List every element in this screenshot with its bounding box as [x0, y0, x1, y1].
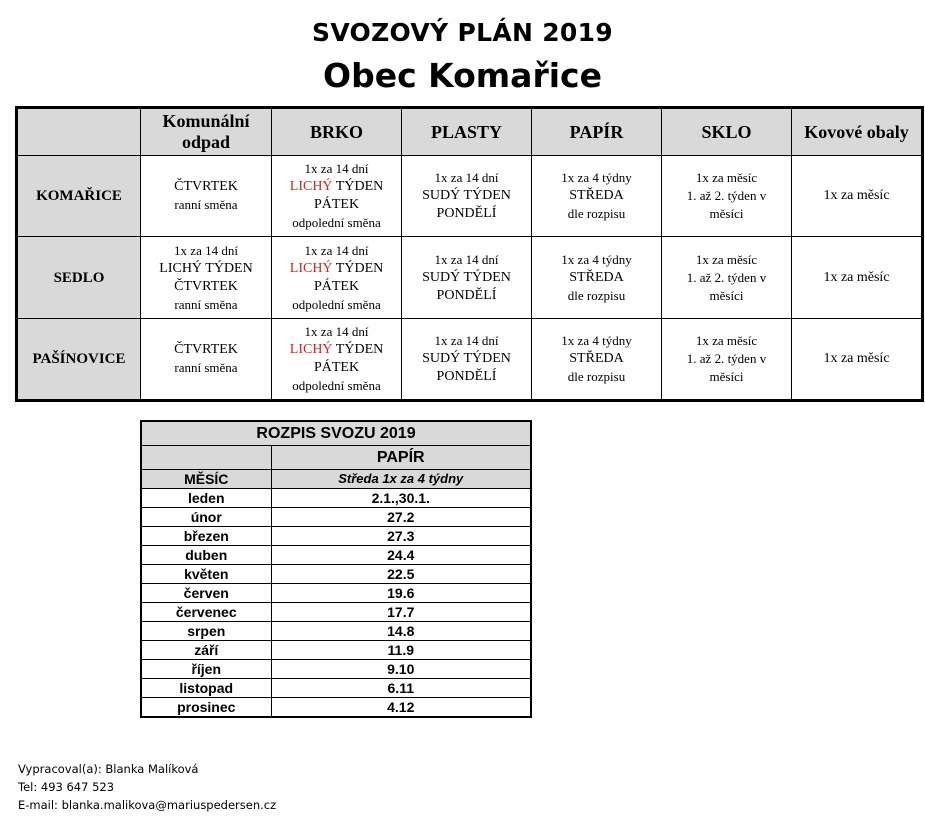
- cell-papir: [532, 237, 662, 318]
- month-name: leden: [141, 489, 271, 508]
- month-name: březen: [141, 527, 271, 546]
- cell-line: 1x za měsíc: [695, 251, 758, 267]
- cell-line: TÝDEN: [332, 341, 384, 357]
- month-date: 27.3: [271, 527, 531, 546]
- table-row: [141, 565, 531, 584]
- month-date: 2.1.,30.1.: [271, 489, 531, 508]
- cell-line: 1x za 14 dní: [304, 161, 369, 177]
- cell-sklo: [662, 156, 792, 237]
- paper-collection-table: [140, 420, 532, 718]
- column-header-empty: [17, 108, 141, 156]
- month-name: červenec: [141, 603, 271, 622]
- table-row: [141, 546, 531, 565]
- month-name: únor: [141, 508, 271, 527]
- cell-line: dle rozpisu: [567, 206, 626, 222]
- cell-brko: [272, 156, 402, 237]
- cell-line: 1x za měsíc: [695, 332, 758, 348]
- column-header-brko: BRKO: [272, 108, 402, 156]
- cell-komunalni: [141, 237, 272, 318]
- cell-line: 1x za 14 dní: [304, 242, 369, 258]
- month-date: 6.11: [271, 679, 531, 698]
- cell-papir: [532, 318, 662, 400]
- rozpis-sub-header: Středa 1x za 4 týdny: [271, 470, 531, 489]
- cell-line: 1x za 14 dní: [304, 323, 369, 339]
- column-header-sklo: SKLO: [662, 108, 792, 156]
- cell-line: LICHÝ TÝDEN: [159, 260, 253, 276]
- cell-line: 1. až 2. týden v: [686, 350, 767, 366]
- cell-line: STŘEDA: [569, 269, 624, 285]
- table-row: [141, 679, 531, 698]
- rozpis-title: ROZPIS SVOZU 2019: [141, 421, 531, 446]
- cell-kovove: 1x za měsíc: [792, 318, 923, 400]
- month-name: duben: [141, 546, 271, 565]
- cell-line: 1x za 14 dní: [434, 251, 499, 267]
- cell-line: ranní směna: [174, 197, 238, 213]
- month-name: září: [141, 641, 271, 660]
- month-date: 27.2: [271, 508, 531, 527]
- rozpis-label-row: [141, 470, 531, 489]
- table-row: [141, 584, 531, 603]
- cell-line: odpolední směna: [292, 296, 381, 312]
- column-header-kovove: Kovové obaly: [792, 108, 923, 156]
- rozpis-papir-row: [141, 446, 531, 470]
- cell-line: ČTVRTEK: [174, 341, 238, 357]
- cell-line: 1x za 4 týdny: [561, 170, 632, 186]
- rozpis-papir-header: PAPÍR: [271, 446, 531, 470]
- cell-line: ČTVRTEK: [174, 179, 238, 195]
- cell-line: ranní směna: [174, 296, 238, 312]
- odd-week-highlight: LICHÝ: [289, 260, 333, 276]
- cell-line: TÝDEN: [332, 179, 384, 195]
- column-header-komunalni: Komunální odpad: [141, 108, 272, 156]
- cell-line: PÁTEK: [313, 359, 360, 375]
- rozpis-empty-cell: [141, 446, 271, 470]
- cell-line: 1x za 4 týdny: [561, 332, 632, 348]
- odd-week-highlight: LICHÝ: [289, 341, 333, 357]
- footer-email: E-mail: blanka.malikova@mariuspedersen.cz: [18, 798, 277, 812]
- cell-kovove: 1x za měsíc: [792, 237, 923, 318]
- cell-line: odpolední směna: [292, 215, 381, 231]
- rozpis-title-row: [141, 421, 531, 446]
- cell-line: PONDĚLÍ: [436, 287, 497, 303]
- table-row: [141, 489, 531, 508]
- column-header-plasty: PLASTY: [402, 108, 532, 156]
- cell-papir: [532, 156, 662, 237]
- month-date: 17.7: [271, 603, 531, 622]
- table-row: [141, 698, 531, 718]
- cell-line: PONDĚLÍ: [436, 368, 497, 384]
- month-date: 24.4: [271, 546, 531, 565]
- cell-komunalni: [141, 156, 272, 237]
- plan-title: SVOZOVÝ PLÁN 2019: [312, 18, 613, 47]
- cell-line: PÁTEK: [313, 197, 360, 213]
- month-date: 19.6: [271, 584, 531, 603]
- month-date: 11.9: [271, 641, 531, 660]
- cell-plasty: [402, 156, 532, 237]
- cell-brko: [272, 318, 402, 400]
- cell-brko: [272, 237, 402, 318]
- cell-line: STŘEDA: [569, 350, 624, 366]
- month-name: květen: [141, 565, 271, 584]
- cell-line: SUDÝ TÝDEN: [422, 269, 511, 285]
- month-name: červen: [141, 584, 271, 603]
- cell-komunalni: [141, 318, 272, 400]
- odd-week-highlight: LICHÝ: [289, 179, 333, 195]
- cell-line: měsíci: [709, 206, 744, 222]
- cell-line: 1. až 2. týden v: [686, 269, 767, 285]
- cell-line: PONDĚLÍ: [436, 206, 497, 222]
- table-row: [17, 318, 923, 400]
- row-place: PAŠÍNOVICE: [17, 318, 141, 400]
- cell-line: 1. až 2. týden v: [686, 188, 767, 204]
- cell-line: dle rozpisu: [567, 287, 626, 303]
- cell-sklo: [662, 318, 792, 400]
- table-row: [17, 156, 923, 237]
- month-name: říjen: [141, 660, 271, 679]
- cell-line: ČTVRTEK: [174, 278, 238, 294]
- footer-author: Vypracoval(a): Blanka Malíková: [18, 762, 199, 776]
- rozpis-month-header: MĚSÍC: [141, 470, 271, 489]
- cell-line: měsíci: [709, 287, 744, 303]
- month-name: srpen: [141, 622, 271, 641]
- month-date: 9.10: [271, 660, 531, 679]
- table-row: [141, 660, 531, 679]
- table-row: [17, 237, 923, 318]
- cell-kovove: 1x za měsíc: [792, 156, 923, 237]
- table-row: [141, 508, 531, 527]
- month-name: prosinec: [141, 698, 271, 718]
- cell-line: SUDÝ TÝDEN: [422, 188, 511, 204]
- table-row: [141, 603, 531, 622]
- month-name: listopad: [141, 679, 271, 698]
- cell-plasty: [402, 237, 532, 318]
- cell-line: dle rozpisu: [567, 368, 626, 384]
- footer-contact: [18, 760, 276, 814]
- municipality-title: Obec Komařice: [323, 56, 602, 95]
- row-place: SEDLO: [17, 237, 141, 318]
- table-row: [141, 527, 531, 546]
- cell-line: ranní směna: [174, 359, 238, 375]
- schedule-table: [15, 106, 924, 402]
- month-date: 4.12: [271, 698, 531, 718]
- cell-line: TÝDEN: [332, 260, 384, 276]
- schedule-header-row: [17, 108, 923, 156]
- cell-line: měsíci: [709, 368, 744, 384]
- cell-line: odpolední směna: [292, 377, 381, 393]
- cell-plasty: [402, 318, 532, 400]
- cell-line: 1x za 14 dní: [434, 332, 499, 348]
- cell-line: PÁTEK: [313, 278, 360, 294]
- cell-line: 1x za 14 dní: [174, 242, 238, 258]
- cell-line: 1x za 14 dní: [434, 170, 499, 186]
- month-date: 14.8: [271, 622, 531, 641]
- cell-line: STŘEDA: [569, 188, 624, 204]
- cell-line: 1x za měsíc: [695, 170, 758, 186]
- month-date: 22.5: [271, 565, 531, 584]
- column-header-papir: PAPÍR: [532, 108, 662, 156]
- cell-sklo: [662, 237, 792, 318]
- row-place: KOMAŘICE: [17, 156, 141, 237]
- table-row: [141, 641, 531, 660]
- table-row: [141, 622, 531, 641]
- cell-line: SUDÝ TÝDEN: [422, 350, 511, 366]
- cell-line: 1x za 4 týdny: [561, 251, 632, 267]
- footer-phone: Tel: 493 647 523: [18, 780, 115, 794]
